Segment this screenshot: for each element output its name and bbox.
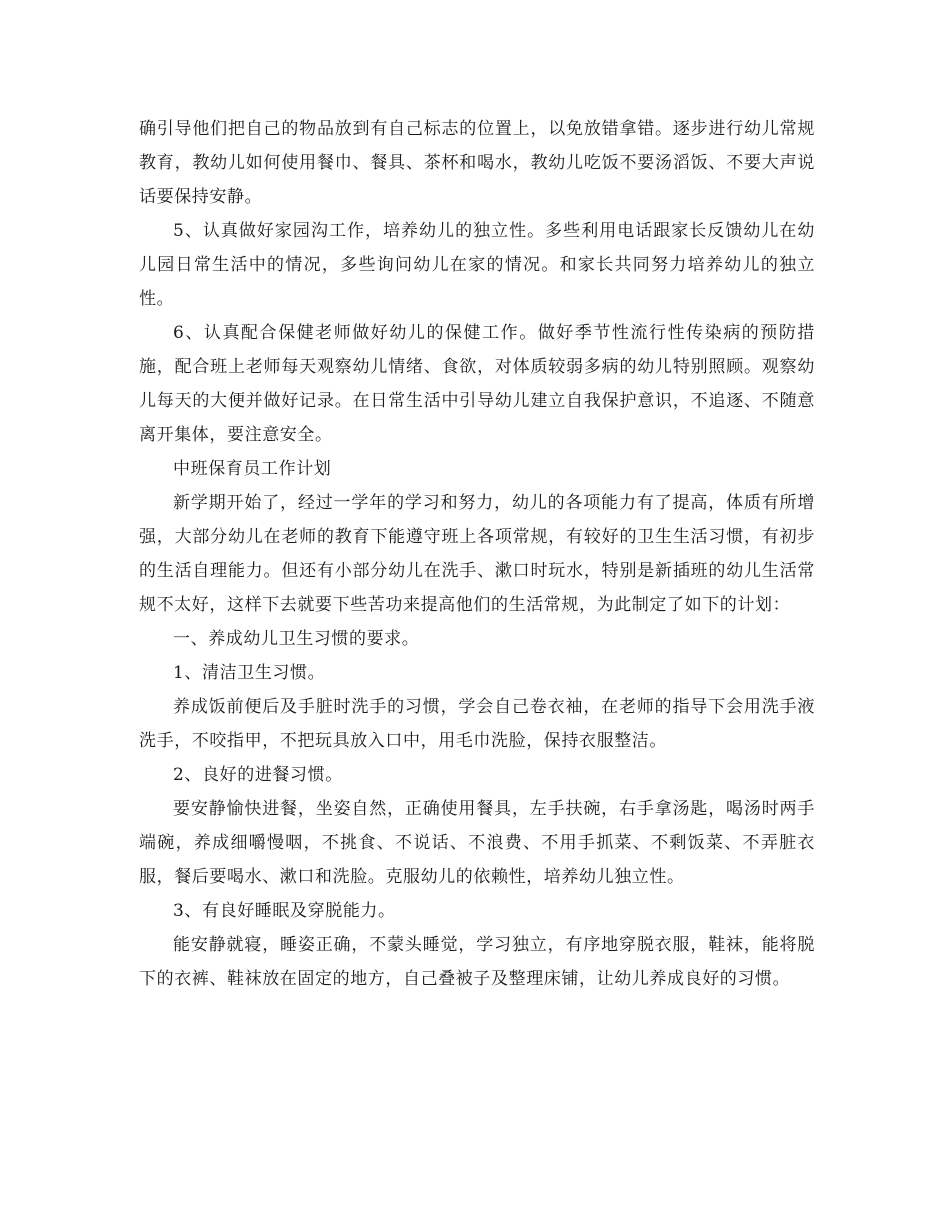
subheading-eating: 2、良好的进餐习惯。 xyxy=(173,765,343,785)
heading-hygiene-habits: 一、养成幼儿卫生习惯的要求。 xyxy=(173,629,420,649)
paragraph-cleanliness: 养成饭前便后及手脏时洗手的习惯，学会自己卷衣袖，在老师的指导下会用洗手液洗手，不咬指甲，不把玩具放入口中，用毛巾洗脸，保持衣服整洁。 xyxy=(139,697,815,751)
paragraph-intro: 新学期开始了，经过一学年的学习和努力，幼儿的各项能力有了提高，体质有所增强，大部分幼儿在老师的教育下能遵守班上各项常规，有较好的卫生生活习惯，有初步的生活自理能力。但还有小部分幼儿在洗手、漱口时玩水，特别是新插班的幼儿生活常规不太好，这样下去就要下些苦功来提高他们的生活常规，为此制定了如下的计划： xyxy=(139,493,815,615)
document-body xyxy=(139,112,815,996)
paragraph-item-5: 5、认真做好家园沟工作，培养幼儿的独立性。多些利用电话跟家长反馈幼儿在幼儿园日常生活中的情况，多些询问幼儿在家的情况。和家长共同努力培养幼儿的独立性。 xyxy=(139,221,815,309)
subheading-cleanliness: 1、清洁卫生习惯。 xyxy=(173,663,326,683)
section-title: 中班保育员工作计划 xyxy=(173,459,332,479)
paragraph-item-6: 6、认真配合保健老师做好幼儿的保健工作。做好季节性流行性传染病的预防措施，配合班上老师每天观察幼儿情绪、食欲，对体质较弱多病的幼儿特别照顾。观察幼儿每天的大便并做好记录。在日常生活中引导幼儿建立自我保护意识，不追逐、不随意离开集体，要注意安全。 xyxy=(139,323,815,445)
paragraph-continued: 确引导他们把自己的物品放到有自己标志的位置上，以免放错拿错。逐步进行幼儿常规教育，教幼儿如何使用餐巾、餐具、茶杯和喝水，教幼儿吃饭不要汤滔饭、不要大声说话要保持安静。 xyxy=(139,119,815,207)
paragraph-eating: 要安静愉快进餐，坐姿自然，正确使用餐具，左手扶碗，右手拿汤匙，喝汤时两手端碗，养成细嚼慢咽，不挑食、不说话、不浪费、不用手抓菜、不剩饭菜、不弄脏衣服，餐后要喝水、漱口和洗脸。克服幼儿的依赖性，培养幼儿独立性。 xyxy=(139,799,815,887)
subheading-sleeping: 3、有良好睡眠及穿脱能力。 xyxy=(173,901,396,921)
paragraph-sleeping: 能安静就寝，睡姿正确，不蒙头睡觉，学习独立，有序地穿脱衣服，鞋袜，能将脱下的衣裤、鞋袜放在固定的地方，自己叠被子及整理床铺，让幼儿养成良好的习惯。 xyxy=(139,935,815,989)
